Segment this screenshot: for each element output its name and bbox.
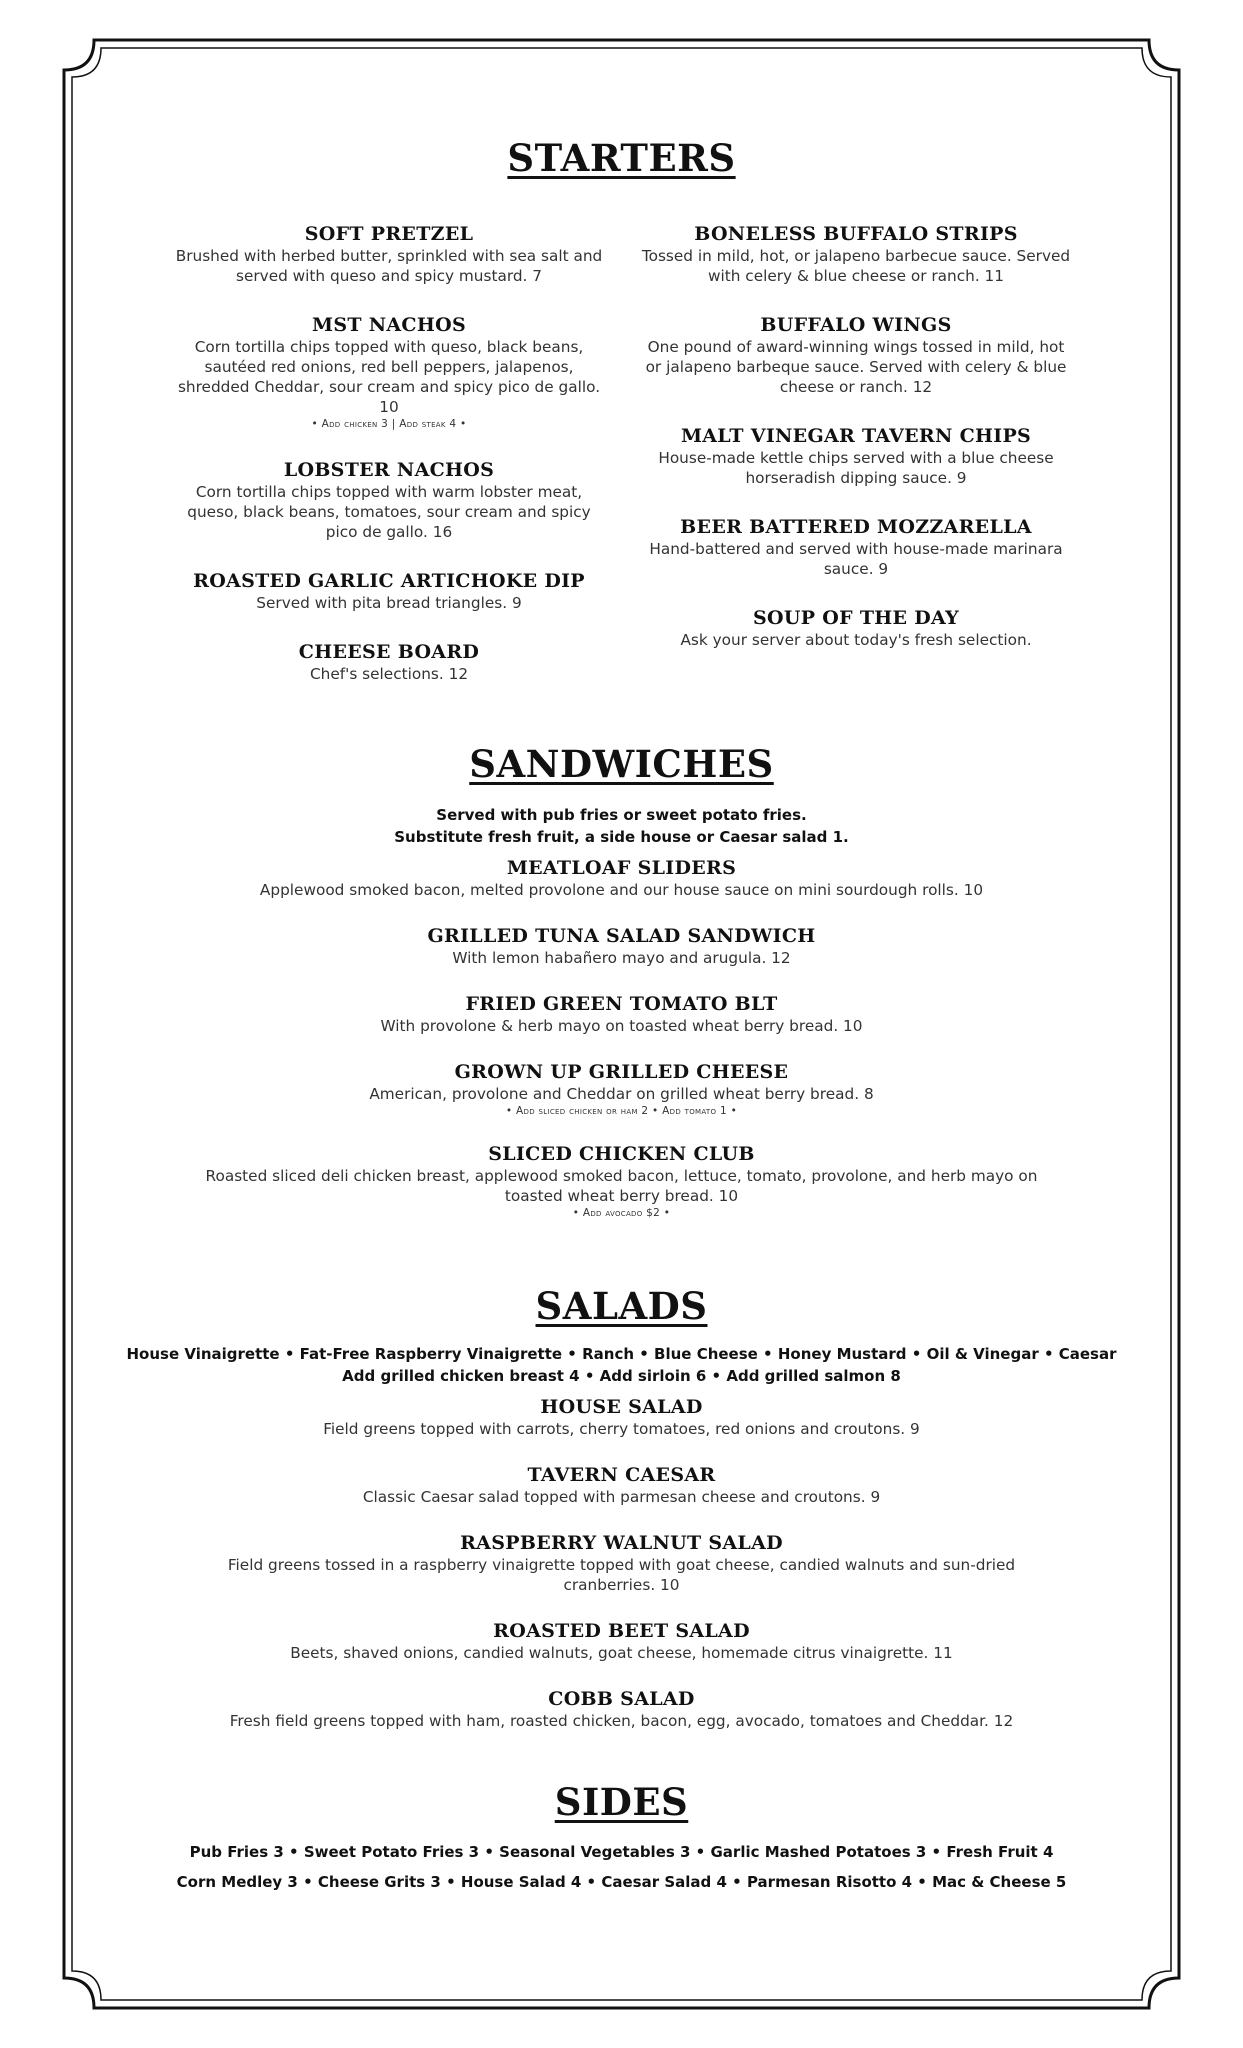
menu-item (174, 222, 604, 286)
menu-item (150, 992, 1093, 1036)
item-name: GRILLED TUNA SALAD SANDWICH (427, 925, 816, 947)
item-description: Ask your server about today's fresh selection. (680, 631, 1032, 649)
item-name: RASPBERRY WALNUT SALAD (460, 1532, 783, 1554)
sandwiches-title: SANDWICHES (469, 742, 774, 786)
item-description: With provolone & herb mayo on toasted wheat berry bread. 10 (380, 1017, 863, 1035)
item-description: Hand-battered and served with house-made marinara sauce. 9 (649, 540, 1063, 578)
salads-section (120, 1343, 1123, 1755)
item-name: MEATLOAF SLIDERS (506, 857, 737, 879)
salad-addons: Add grilled chicken breast 4 • Add sirloin 6 • Add grilled salmon 8 (342, 1367, 901, 1385)
item-addon: • Add chicken 3 | Add steak 4 • (311, 418, 467, 430)
item-name: HOUSE SALAD (540, 1396, 703, 1418)
item-name: FRIED GREEN TOMATO BLT (465, 993, 778, 1015)
item-description: Brushed with herbed butter, sprinkled with sea salt and served with queso and spicy mustard. 7 (175, 247, 603, 285)
menu-item (641, 222, 1071, 286)
menu-item (174, 569, 604, 613)
item-addon: • Add avocado $2 • (572, 1207, 671, 1219)
item-description: Field greens topped with carrots, cherry tomatoes, red onions and croutons. 9 (323, 1420, 920, 1438)
item-name: MALT VINEGAR TAVERN CHIPS (680, 425, 1032, 447)
item-description: Corn tortilla chips topped with queso, black beans, sautéed red onions, red bell peppers, jalapenos, shredded Cheddar, sour cream and spicy pico de gallo. 10 (177, 338, 601, 416)
item-description: Tossed in mild, hot, or jalapeno barbecue sauce. Served with celery & blue cheese or ranch. 11 (641, 247, 1071, 285)
item-description: Applewood smoked bacon, melted provolone and our house sauce on mini sourdough rolls. 10 (259, 881, 984, 899)
menu-item (150, 856, 1093, 900)
item-name: BONELESS BUFFALO STRIPS (694, 223, 1018, 245)
item-description: Field greens tossed in a raspberry vinaigrette topped with goat cheese, candied walnuts and sun-dried cranberries. 10 (227, 1556, 1016, 1594)
starters-left-column (174, 222, 604, 711)
sides-line-2: Corn Medley 3 • Cheese Grits 3 • House Salad 4 • Caesar Salad 4 • Parmesan Risotto 4 • Mac & Cheese 5 (176, 1873, 1067, 1891)
item-name: BUFFALO WINGS (760, 314, 952, 336)
item-name: LOBSTER NACHOS (283, 459, 495, 481)
menu-item (120, 1687, 1123, 1731)
menu-item (174, 313, 604, 431)
item-description: Chef's selections. 12 (309, 665, 469, 683)
item-description: House-made kettle chips served with a blue cheese horseradish dipping sauce. 9 (658, 449, 1054, 487)
item-description: Classic Caesar salad topped with parmesan cheese and croutons. 9 (362, 1488, 881, 1506)
item-name: COBB SALAD (548, 1688, 695, 1710)
sandwiches-note-line-2: Substitute fresh fruit, a side house or Caesar salad 1. (394, 828, 849, 846)
menu-item (120, 1619, 1123, 1663)
menu-item (150, 1142, 1093, 1220)
sides-title: SIDES (554, 1780, 689, 1824)
sides-line-1: Pub Fries 3 • Sweet Potato Fries 3 • Seasonal Vegetables 3 • Garlic Mashed Potatoes 3 • Fresh Fruit 4 (189, 1843, 1054, 1861)
menu-item (120, 1463, 1123, 1507)
item-name: BEER BATTERED MOZZARELLA (680, 516, 1032, 538)
item-name: TAVERN CAESAR (527, 1464, 716, 1486)
menu-item (174, 458, 604, 542)
menu-item (120, 1531, 1123, 1595)
item-description: Corn tortilla chips topped with warm lobster meat, queso, black beans, tomatoes, sour cream and spicy pico de gallo. 16 (187, 483, 591, 541)
starters-right-column (641, 222, 1071, 677)
sandwiches-note-line-1: Served with pub fries or sweet potato fries. (436, 806, 807, 824)
sandwiches-section (150, 804, 1093, 1244)
sides-section (120, 1837, 1123, 1897)
item-description: One pound of award-winning wings tossed in mild, hot or jalapeno barbeque sauce. Served with celery & blue cheese or ranch. 12 (645, 338, 1067, 396)
menu-item (641, 313, 1071, 397)
salads-title: SALADS (535, 1284, 708, 1328)
item-description: With lemon habañero mayo and arugula. 12 (452, 949, 791, 967)
item-name: CHEESE BOARD (298, 641, 480, 663)
item-name: GROWN UP GRILLED CHEESE (454, 1061, 789, 1083)
item-name: SOUP OF THE DAY (753, 607, 959, 629)
menu-item (174, 640, 604, 684)
menu-item (641, 606, 1071, 650)
menu-item (120, 1395, 1123, 1439)
salad-dressings: House Vinaigrette • Fat-Free Raspberry Vinaigrette • Ranch • Blue Cheese • Honey Mustard • Oil & Vinegar • Caesar (126, 1345, 1117, 1363)
item-description: Beets, shaved onions, candied walnuts, goat cheese, homemade citrus vinaigrette. 11 (290, 1644, 953, 1662)
menu-item (150, 924, 1093, 968)
menu-item (150, 1060, 1093, 1118)
item-description: Roasted sliced deli chicken breast, applewood smoked bacon, lettuce, tomato, provolone, and herb mayo on toasted wheat berry bread. 10 (205, 1167, 1038, 1205)
menu-item (641, 515, 1071, 579)
item-name: SLICED CHICKEN CLUB (488, 1143, 755, 1165)
item-name: MST NACHOS (312, 314, 466, 336)
item-description: American, provolone and Cheddar on grilled wheat berry bread. 8 (369, 1085, 874, 1103)
starters-title: STARTERS (507, 136, 736, 180)
item-description: Served with pita bread triangles. 9 (256, 594, 522, 612)
item-addon: • Add sliced chicken or ham 2 • Add tomato 1 • (505, 1105, 738, 1117)
item-name: ROASTED GARLIC ARTICHOKE DIP (193, 570, 585, 592)
item-name: SOFT PRETZEL (304, 223, 474, 245)
item-name: ROASTED BEET SALAD (493, 1620, 750, 1642)
item-description: Fresh field greens topped with ham, roasted chicken, bacon, egg, avocado, tomatoes and Cheddar. 12 (229, 1712, 1014, 1730)
menu-item (641, 424, 1071, 488)
